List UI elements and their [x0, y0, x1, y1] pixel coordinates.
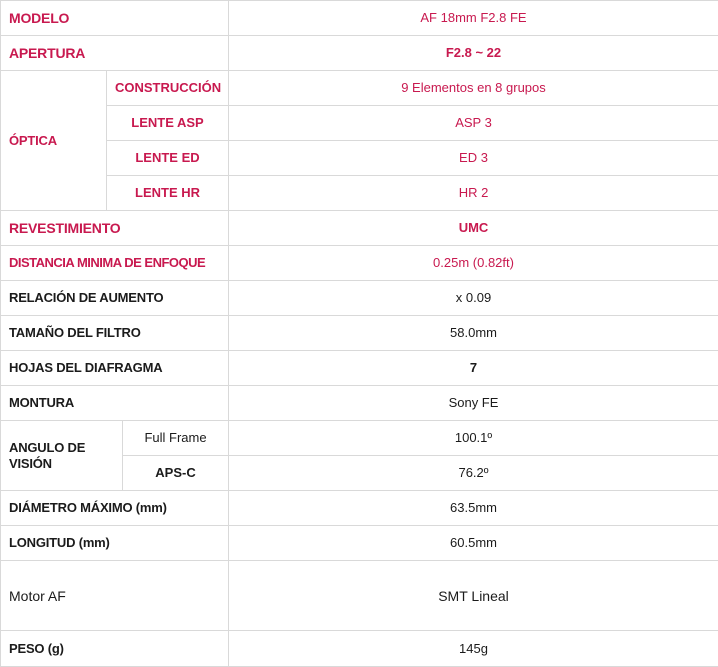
value-diafragma: 7	[229, 351, 718, 386]
row-motor	[1, 561, 718, 631]
label-motor: Motor AF	[1, 561, 229, 631]
label-aumento: RELACIÓN DE AUMENTO	[1, 281, 229, 316]
row-peso	[1, 631, 718, 667]
row-revestimiento	[1, 211, 718, 246]
row-lente-asp	[1, 106, 718, 141]
row-lente-hr	[1, 176, 718, 211]
value-modelo: AF 18mm F2.8 FE	[229, 1, 718, 36]
value-lente-hr: HR 2	[229, 176, 718, 211]
row-longitud	[1, 526, 718, 561]
value-construccion: 9 Elementos en 8 grupos	[229, 71, 718, 106]
label-optica: ÓPTICA	[1, 71, 107, 211]
value-aumento: x 0.09	[229, 281, 718, 316]
value-distancia: 0.25m (0.82ft)	[229, 246, 718, 281]
label-peso: PESO (g)	[1, 631, 229, 667]
row-filtro	[1, 316, 718, 351]
label-filtro: TAMAÑO DEL FILTRO	[1, 316, 229, 351]
value-filtro: 58.0mm	[229, 316, 718, 351]
row-lente-ed	[1, 141, 718, 176]
sublabel-lente-ed: LENTE ED	[107, 141, 229, 176]
row-distancia	[1, 246, 718, 281]
value-lente-ed: ED 3	[229, 141, 718, 176]
row-diafragma	[1, 351, 718, 386]
row-modelo	[1, 1, 718, 36]
value-longitud: 60.5mm	[229, 526, 718, 561]
label-montura: MONTURA	[1, 386, 229, 421]
label-modelo: MODELO	[1, 1, 229, 36]
sublabel-full-frame: Full Frame	[123, 421, 229, 456]
value-revestimiento: UMC	[229, 211, 718, 246]
row-construccion	[1, 71, 718, 106]
value-aps-c: 76.2º	[229, 456, 718, 491]
value-lente-asp: ASP 3	[229, 106, 718, 141]
row-apertura	[1, 36, 718, 71]
label-apertura: APERTURA	[1, 36, 229, 71]
label-angulo: ANGULO DE VISIÓN	[1, 421, 123, 491]
label-longitud: LONGITUD (mm)	[1, 526, 229, 561]
label-revestimiento: REVESTIMIENTO	[1, 211, 229, 246]
label-distancia: DISTANCIA MINIMA DE ENFOQUE	[1, 246, 229, 281]
sublabel-construccion: CONSTRUCCIÓN	[107, 71, 229, 106]
sublabel-lente-asp: LENTE ASP	[107, 106, 229, 141]
value-full-frame: 100.1º	[229, 421, 718, 456]
value-diametro: 63.5mm	[229, 491, 718, 526]
sublabel-lente-hr: LENTE HR	[107, 176, 229, 211]
label-diametro: DIÁMETRO MÁXIMO (mm)	[1, 491, 229, 526]
row-aumento	[1, 281, 718, 316]
sublabel-aps-c: APS-C	[123, 456, 229, 491]
row-full-frame	[1, 421, 718, 456]
value-motor: SMT Lineal	[229, 561, 718, 631]
row-montura	[1, 386, 718, 421]
value-peso: 145g	[229, 631, 718, 667]
label-diafragma: HOJAS DEL DIAFRAGMA	[1, 351, 229, 386]
row-diametro	[1, 491, 718, 526]
value-apertura: F2.8 ~ 22	[229, 36, 718, 71]
value-montura: Sony FE	[229, 386, 718, 421]
